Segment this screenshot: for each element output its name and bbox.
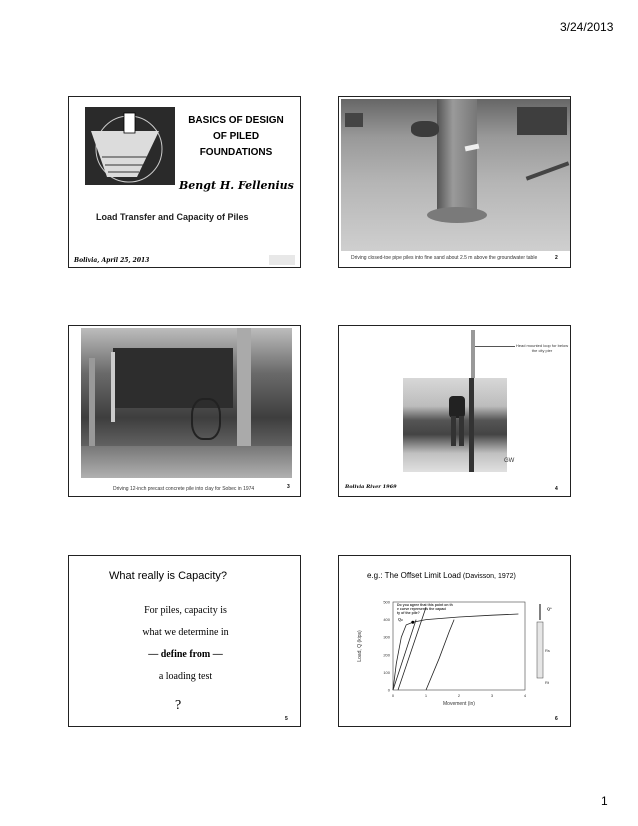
slide2-caption: Driving closed-toe pipe piles into fine sand about 2.5 m above the groundwater table <box>351 255 538 261</box>
slide-concrete-pile <box>68 325 301 497</box>
y-tick-label: 400 <box>383 617 390 623</box>
y-tick-label: 500 <box>383 599 390 605</box>
slide5-line-2: what we determine in <box>142 627 229 638</box>
slide6-title-ref: (Davisson, 1972) <box>460 573 516 580</box>
qu-label: Qᵤ <box>397 616 403 622</box>
slide6-title <box>367 571 516 580</box>
series-unload-curve <box>426 620 454 690</box>
x-tick-label: 3 <box>490 693 494 698</box>
q-label: Q* <box>547 606 552 611</box>
slide-subtitle: Load Transfer and Capacity of Piles <box>96 212 249 222</box>
photo-climber <box>403 378 507 472</box>
author-name: Bengt H. Fellenius <box>179 179 294 192</box>
series-elastic-line <box>393 620 416 690</box>
pile-diagram <box>537 622 543 678</box>
rs-label: Rs <box>545 648 550 653</box>
y-tick-label: 200 <box>383 652 390 658</box>
slide6-number: 6 <box>555 716 558 722</box>
title-line-1: BASICS OF DESIGN <box>188 115 284 126</box>
logo-graphic <box>77 105 177 187</box>
chart-annotation-2: e curve represents the capaci <box>397 606 447 611</box>
slide5-number: 5 <box>285 716 288 722</box>
slide-capacity <box>68 555 301 727</box>
slide4-annotation: Head mounted loop for below the city pier <box>515 343 569 353</box>
header-date: 3/24/2013 <box>560 20 614 34</box>
y-axis-label: Load, Q (kips) <box>357 630 363 662</box>
slide-pipe-piles <box>338 96 571 268</box>
x-tick-label: 1 <box>424 693 428 698</box>
slide6-title-main: e.g.: The Offset Limit Load <box>367 571 461 580</box>
y-tick-label: 100 <box>383 669 390 675</box>
series-load-movement <box>393 614 518 690</box>
chart-annotation-3: ty of the pile? <box>397 610 420 615</box>
slide4-number: 4 <box>555 486 558 492</box>
x-tick-label: 2 <box>457 693 461 698</box>
slide3-caption: Driving 12-inch precast concrete pile into clay for Sobec in 1974 <box>113 486 255 492</box>
title-line-3: FOUNDATIONS <box>199 147 273 158</box>
x-tick-label: 4 <box>523 693 527 698</box>
photo-pipe-pile <box>341 99 570 251</box>
pile-top <box>471 330 475 378</box>
slide5-title: What really is Capacity? <box>109 570 227 582</box>
slide2-number: 2 <box>555 255 558 261</box>
slide-number-box <box>269 255 295 265</box>
leader-line <box>475 346 515 347</box>
photo-concrete-pile <box>81 328 292 478</box>
x-axis-label: Movement (in) <box>443 701 475 707</box>
gw-label: GW <box>504 458 515 464</box>
slide3-number: 3 <box>287 484 290 490</box>
slide-climber <box>338 325 571 497</box>
offset-limit-chart <box>339 586 571 726</box>
slide5-line-1: For piles, capacity is <box>144 605 227 616</box>
slide1-footer: Bolivia, April 25, 2013 <box>74 257 150 264</box>
slide4-location: Bolivia River 1969 <box>345 484 397 490</box>
chart-annotation-1: Do you agree that this point on th <box>397 602 453 607</box>
x-tick-label: 0 <box>391 693 395 698</box>
slide5-emphasis: — define from — <box>148 649 223 660</box>
y-tick-label: 300 <box>383 634 390 640</box>
slide5-line-4: a loading test <box>158 671 213 682</box>
rt-label: Rt <box>545 680 549 685</box>
y-tick-label: 0 <box>387 687 390 693</box>
slide-title <box>68 96 301 268</box>
title-line-2: OF PILED <box>212 131 260 142</box>
capacity-point <box>411 621 414 624</box>
page-number: 1 <box>601 794 608 808</box>
slide5-question: ? <box>175 698 182 713</box>
slide-offset-limit <box>338 555 571 727</box>
